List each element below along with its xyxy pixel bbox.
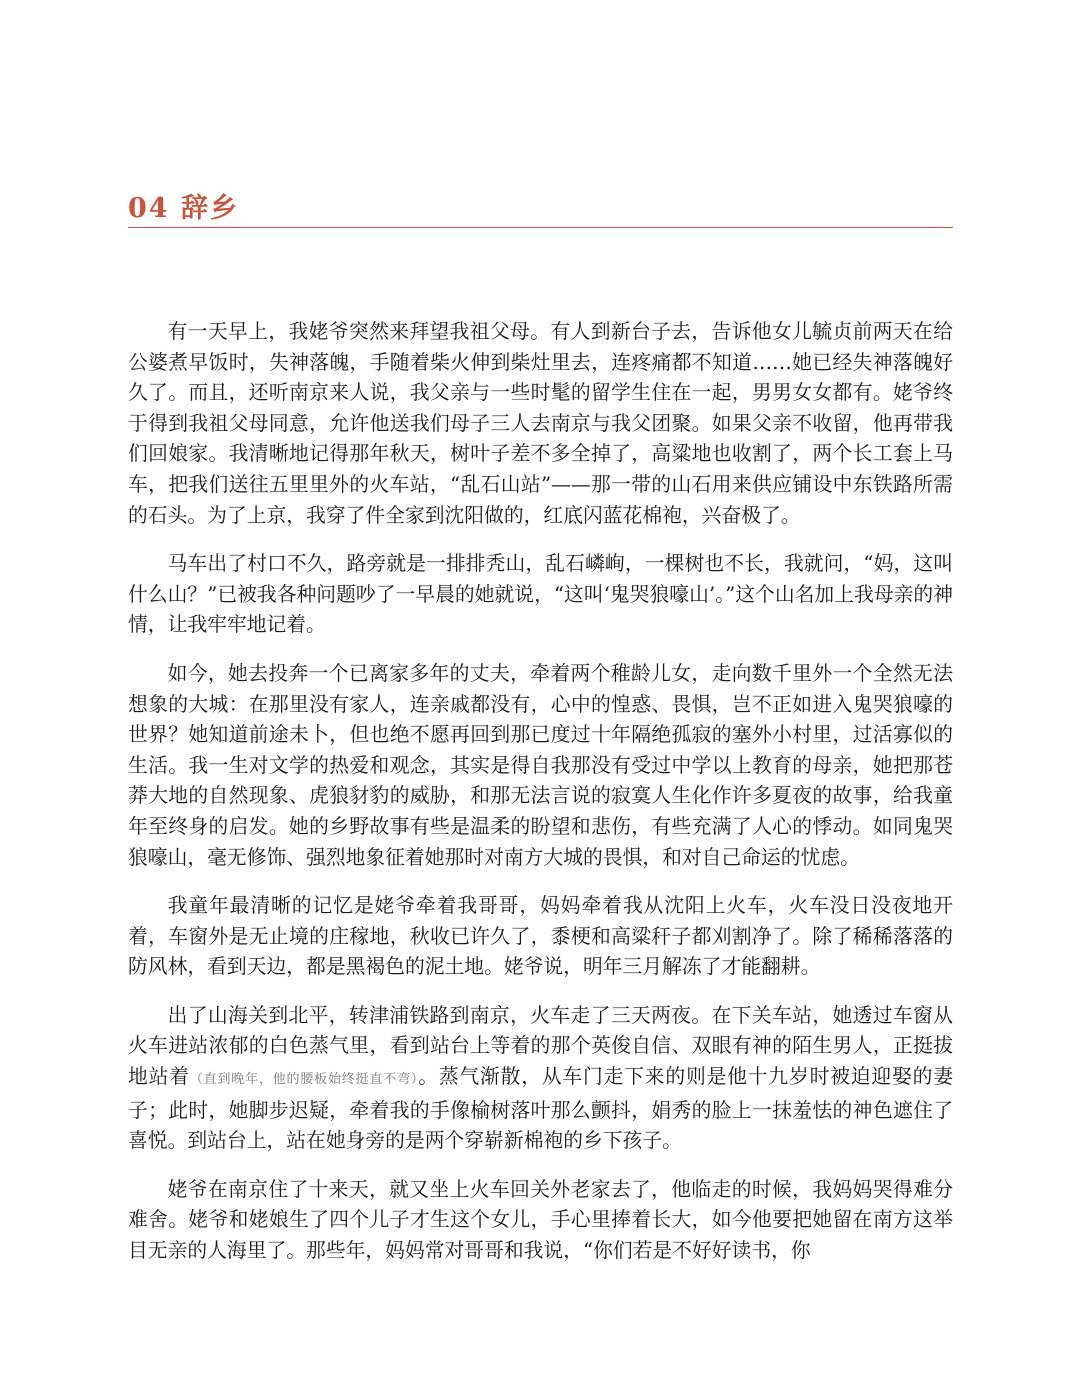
paragraph-3: 如今，她去投奔一个已离家多年的丈夫，牵着两个稚龄儿女，走向数千里外一个全然无法想象的大城：在那里没有家人，连亲戚都没有，心中的惶惑、畏惧，岂不正如进入鬼哭狼嚎的世界？她知道前途未卜，但也绝不愿再回到那已度过十年隔绝孤寂的塞外小村里，过活寡似的生活。我一生对文学的热爱和观念，其实是得自我那没有受过中学以上教育的母亲，她把那苍莽大地的自然现象、虎狼豺豹的威胁，和那无法言说的寂寞人生化作许多夏夜的故事，给我童年至终身的启发。她的乡野故事有些是温柔的盼望和悲伤，有些充满了人心的悸动。如同鬼哭狼嚎山，毫无修饰、强烈地象征着她那时对南方大城的畏惧，和对自己命运的忧虑。 xyxy=(128,661,953,869)
paragraph-6: 姥爷在南京住了十来天，就又坐上火车回关外老家去了，他临走的时候，我妈妈哭得难分难舍。姥爷和姥娘生了四个儿子才生这个女儿，手心里捧着长大，如今他要把她留在南方这举目无亲的人海里了。那些年，妈妈常对哥哥和我说，“你们若是不好好读书，你 xyxy=(128,1177,953,1263)
paragraph-1: 有一天早上，我姥爷突然来拜望我祖父母。有人到新台子去，告诉他女儿毓贞前两天在给公婆煮早饭时，失神落魄，手随着柴火伸到柴灶里去，连疼痛都不知道……她已经失神落魄好久了。而且，还听南京来人说，我父亲与一些时髦的留学生住在一起，男男女女都有。姥爷终于得到我祖父母同意，允许他送我们母子三人去南京与我父团聚。如果父亲不收留，他再带我们回娘家。我清晰地记得那年秋天，树叶子差不多全掉了，高粱地也收割了，两个长工套上马车，把我们送往五里里外的火车站，“乱石山站”——那一带的山石用来供应铺设中东铁路所需的石头。为了上京，我穿了件全家到沈阳做的，红底闪蓝花棉袍，兴奋极了。 xyxy=(128,320,953,527)
paragraph-5 xyxy=(128,1001,953,1157)
paragraph-5-aside-note: （直到晚年，他的腰板始终挺直不弯） xyxy=(189,1072,419,1088)
chapter-body xyxy=(128,317,953,1285)
chapter-title: 04 辞乡 xyxy=(128,193,239,224)
paragraph-2: 马车出了村口不久，路旁就是一排排秃山，乱石嶙峋，一棵树也不长，我就问，“妈，这叫什么山？”已被我各种问题吵了一早晨的她就说，“这叫‘鬼哭狼嚎山’。”这个山名加上我母亲的神情，让我牢牢地记着。 xyxy=(128,552,953,637)
paragraph-5-text-b: 。蒸气渐散，从车门走下来的则是他十九岁时被迫迎娶的妻子；此时，她脚步迟疑，牵着我的手像榆树落叶那么颤抖，娟秀的脸上一抹羞怯的神色遮住了喜悦。到站台上，站在她身旁的是两个穿崭新棉袍的乡下孩子。 xyxy=(128,1065,953,1153)
paragraph-5-text-a: 出了山海关到北平，转津浦铁路到南京，火车走了三天两夜。在下关车站，她透过车窗从火车进站浓郁的白色蒸气里，看到站台上等着的那个英俊自信、双眼有神的陌生男人，正挺拔地站着 xyxy=(128,1003,953,1089)
paragraph-4: 我童年最清晰的记忆是姥爷牵着我哥哥，妈妈牵着我从沈阳上火车，火车没日没夜地开着，车窗外是无止境的庄稼地，秋收已许久了，黍梗和高粱秆子都刈割净了。除了稀稀落落的防风林，看到天边，都是黑褐色的泥土地。姥爷说，明年三月解冻了才能翻耕。 xyxy=(128,894,953,979)
title-divider xyxy=(128,227,953,228)
